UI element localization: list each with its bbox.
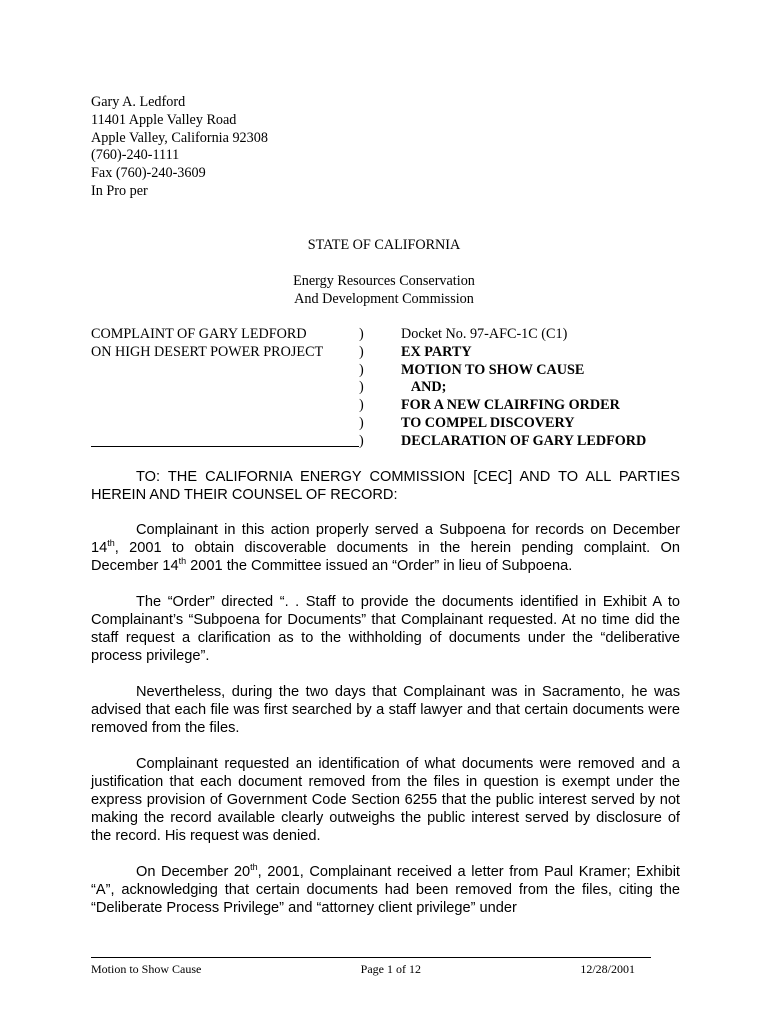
docket-number: Docket No. 97-AFC-1C (C1) (401, 326, 568, 342)
footer-date: 12/28/2001 (580, 962, 635, 976)
commission-line-1: Energy Resources Conservation (293, 273, 475, 289)
body-paragraph-1 (91, 521, 680, 575)
caption-paren: ) (359, 432, 364, 449)
salutation-paragraph (91, 468, 680, 504)
superscript: th (178, 556, 187, 567)
sender-city: Apple Valley, California 92308 (91, 129, 268, 146)
paragraph-text: The “Order” directed “. . Staff to provide the documents identified in Exhibit A to Complainant’s “Subpoena for Documents” that Complainant requested. At no time did the staff request a clarification as to the withholding of documents under the “deliberative process privilege”. (91, 594, 680, 664)
superscript: th (250, 862, 258, 873)
caption-party (91, 379, 359, 397)
caption-row (91, 415, 646, 433)
caption-party: ON HIGH DESERT POWER PROJECT (91, 343, 324, 360)
caption-paren: ) (359, 397, 364, 414)
caption-signature-line (91, 433, 359, 451)
paragraph-text: Complainant requested an identification of what documents were removed and a justification that each document removed from the files in question is exempt under the express provision of Government Code Section 6255 that the public interest served by not making the record available clearly outweighs the public interest served by disclosure of the record. His request was denied. (91, 756, 680, 844)
caption-paren: ) (359, 414, 364, 431)
footer-document-title: Motion to Show Cause (91, 962, 202, 976)
footer-page-number: Page 1 of 12 (360, 962, 421, 976)
sender-fax: Fax (760)-240-3609 (91, 165, 206, 182)
caption-row (91, 362, 646, 380)
paragraph-text: 2001 the Committee issued an “Order” in lieu of Subpoena. (186, 558, 573, 574)
motion-title: FOR A NEW CLAIRFING ORDER (401, 397, 620, 414)
motion-title: MOTION TO SHOW CAUSE (401, 361, 585, 378)
caption-row (91, 379, 646, 397)
footer-rule (91, 957, 651, 958)
caption-paren: ) (359, 361, 364, 378)
sender-name: Gary A. Ledford (91, 94, 186, 110)
body-paragraph-5 (91, 863, 680, 917)
caption-party (91, 415, 359, 433)
state-heading: STATE OF CALIFORNIA (307, 237, 461, 253)
caption-paren: ) (359, 379, 364, 396)
caption-underline (91, 433, 359, 447)
commission-line-2: And Development Commission (294, 290, 474, 307)
sender-phone: (760)-240-1111 (91, 147, 180, 164)
case-caption (91, 326, 646, 451)
motion-title: DECLARATION OF GARY LEDFORD (401, 432, 647, 449)
motion-title: EX PARTY (401, 343, 472, 360)
page-footer (91, 961, 635, 977)
salutation-text: TO: THE CALIFORNIA ENERGY COMMISSION [CEC] AND TO ALL PARTIES HEREIN AND THEIR COUNSEL OF RECORD: (91, 469, 680, 503)
paragraph-text: , 2001, Complainant received a letter from Paul Kramer; Exhibit “A”, acknowledging that certain documents had been removed from the files, citing the “Deliberate Process Privilege” and “attorney client privilege” under (91, 864, 680, 916)
caption-paren: ) (359, 343, 364, 360)
caption-row (91, 344, 646, 362)
caption-party (91, 362, 359, 380)
caption-party: COMPLAINT OF GARY LEDFORD (91, 326, 307, 342)
caption-row (91, 326, 646, 344)
sender-status: In Pro per (91, 182, 148, 199)
body-paragraph-4 (91, 755, 680, 845)
paragraph-text: Nevertheless, during the two days that Complainant was in Sacramento, he was advised that each file was first searched by a staff lawyer and that certain documents were removed from the files. (91, 684, 680, 736)
motion-title: AND; (401, 379, 447, 396)
caption-party (91, 397, 359, 415)
sender-address-block (91, 94, 268, 201)
commission-heading (0, 273, 769, 309)
body-paragraph-2 (91, 593, 680, 665)
caption-paren: ) (359, 326, 364, 342)
paragraph-text: , 2001 to obtain discoverable documents in the herein pending complaint. On December 14 (91, 540, 680, 574)
sender-street: 11401 Apple Valley Road (91, 111, 237, 128)
caption-row (91, 433, 646, 451)
superscript: th (107, 538, 115, 549)
motion-title: TO COMPEL DISCOVERY (401, 414, 575, 431)
caption-row (91, 397, 646, 415)
body-paragraph-3 (91, 683, 680, 737)
paragraph-text: Complainant in this action properly served a Subpoena for records on December 14 (91, 522, 680, 556)
paragraph-text: On December 20 (136, 864, 251, 880)
